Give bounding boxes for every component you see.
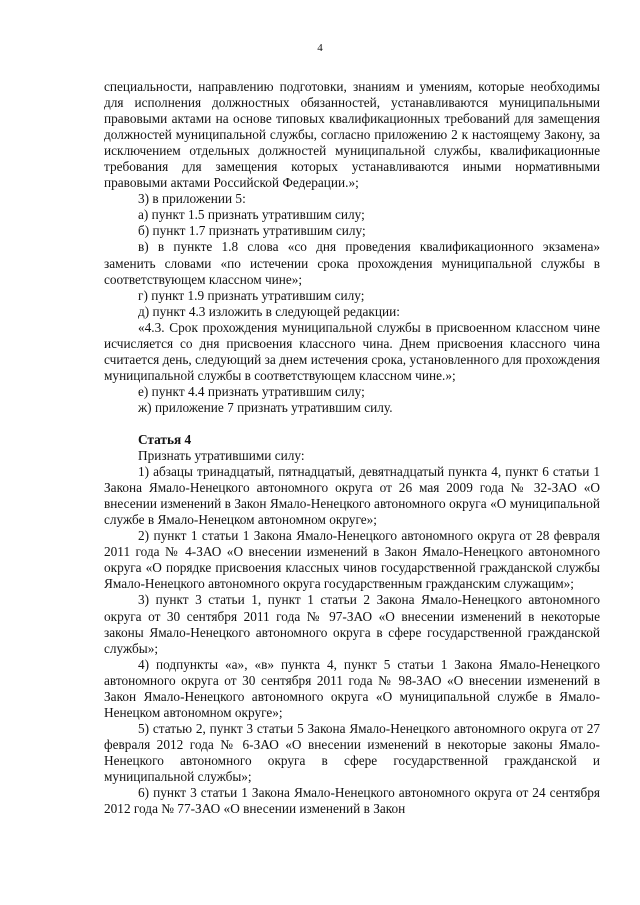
paragraph: специальности, направлению подготовки, знаниям и умениям, которые необходимы для исполнения должностных обязанностей, устанавливаются муниципальными правовыми актами на основе типовых квалификационных требований для замещения должностей муниципальной службы, согласно приложению 2 к настоящему Закону, за исключением отдельных должностей муниципальной службы, квалификационные требования для замещения которых устанавливаются иными нормативными правовыми актами Российской Федерации.»;: [104, 79, 600, 191]
paragraph: г) пункт 1.9 признать утратившим силу;: [138, 287, 365, 303]
paragraph: а) пункт 1.5 признать утратившим силу;: [138, 207, 365, 223]
document-body: [104, 79, 600, 817]
page-number: 4: [317, 42, 323, 54]
article-heading: Статья 4: [138, 431, 192, 447]
paragraph: «4.3. Срок прохождения муниципальной службы в присвоенном классном чине исчисляется со дня присвоения классного чина. Днем присвоения классного чина считается день, следующий за днем истечения срока, установленного для прохождения муниципальной службы в соответствующем классном чине.»;: [104, 319, 600, 383]
paragraph: ж) приложение 7 признать утратившим силу.: [138, 399, 393, 415]
paragraph: Признать утратившими силу:: [138, 448, 305, 464]
paragraph: 1) абзацы тринадцатый, пятнадцатый, девятнадцатый пункта 4, пункт 6 статьи 1 Закона Ямало-Ненецкого автономного округа от 26 мая 2009 года № 32-ЗАО «О внесении изменений в Закон Ямало-Ненецкого автономного округа «О муниципальной службе в Ямало-Ненецком автономном округе»;: [104, 464, 600, 528]
paragraph: 2) пункт 1 статьи 1 Закона Ямало-Ненецкого автономного округа от 28 февраля 2011 года № 4-ЗАО «О внесении изменений в Закон Ямало-Ненецкого автономного округа «О порядке присвоения классных чинов государственной гражданской службы Ямало-Ненецкого автономного округа государственным гражданским служащим»;: [104, 528, 600, 592]
paragraph: б) пункт 1.7 признать утратившим силу;: [138, 223, 366, 239]
paragraph: 3) пункт 3 статьи 1, пункт 1 статьи 2 Закона Ямало-Ненецкого автономного округа от 30 сентября 2011 года № 97-ЗАО «О внесении изменений в некоторые законы Ямало-Ненецкого автономного округа в сфере государственной гражданской службы»;: [104, 592, 600, 656]
paragraph: 3) в приложении 5:: [138, 191, 246, 207]
paragraph: 6) пункт 3 статьи 1 Закона Ямало-Ненецкого автономного округа от 24 сентября 2012 года № 77-ЗАО «О внесении изменений в Закон: [104, 785, 600, 817]
paragraph: д) пункт 4.3 изложить в следующей редакции:: [138, 303, 400, 319]
paragraph: в) в пункте 1.8 слова «со дня проведения квалификационного экзамена» заменить словами «по истечении срока прохождения муниципальной службы в соответствующем классном чине»;: [104, 239, 600, 287]
paragraph: 5) статью 2, пункт 3 статьи 5 Закона Ямало-Ненецкого автономного округа от 27 февраля 2012 года № 6-ЗАО «О внесении изменений в некоторые законы Ямало-Ненецкого автономного округа в сфере государственной гражданской и муниципальной службы»;: [104, 720, 600, 784]
paragraph: 4) подпункты «а», «в» пункта 4, пункт 5 статьи 1 Закона Ямало-Ненецкого автономного округа от 30 сентября 2011 года № 98-ЗАО «О внесении изменений в Закон Ямало-Ненецкого автономного округа «О муниципальной службе в Ямало-Ненецком автономном округе»;: [104, 656, 600, 720]
paragraph: е) пункт 4.4 признать утратившим силу;: [138, 383, 365, 399]
